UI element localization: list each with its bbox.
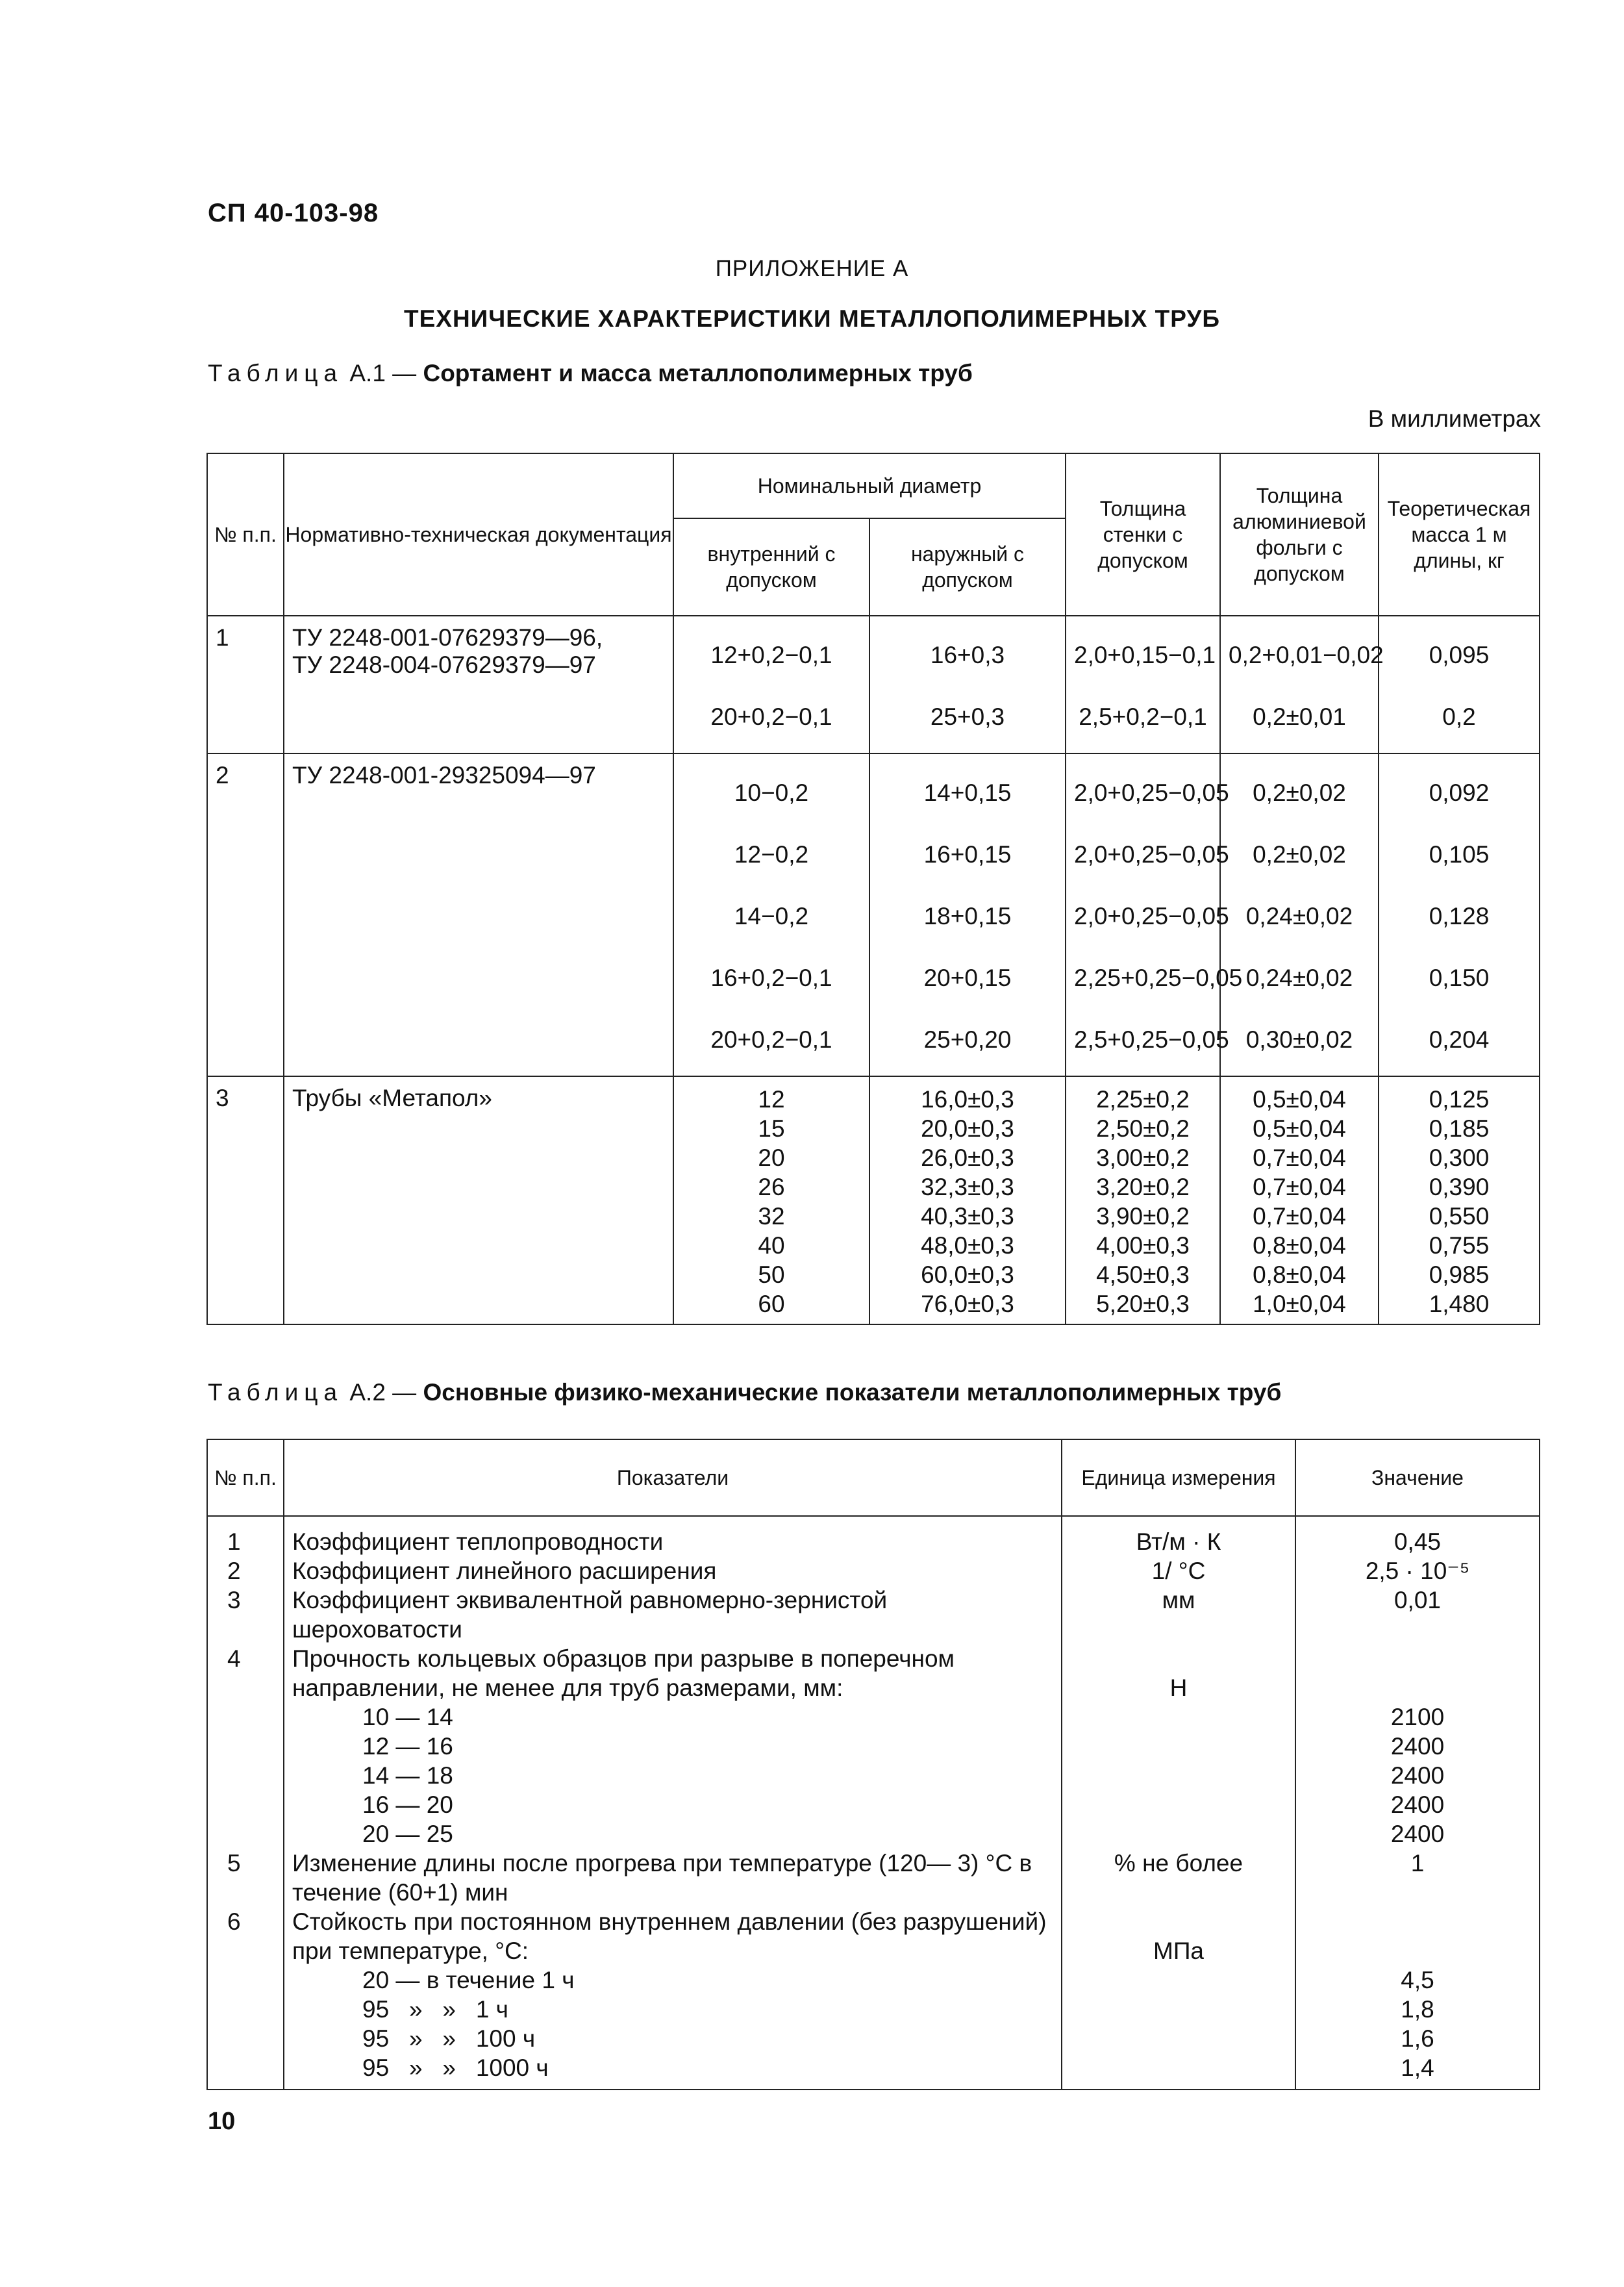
cell-wall: 2,0+0,25−0,05 xyxy=(1074,779,1229,806)
cell-wall: 2,5+0,25−0,05 xyxy=(1074,1026,1229,1053)
doc-line: Трубы «Метапол» xyxy=(292,1085,492,1111)
cell-inner: 50 xyxy=(758,1261,785,1288)
row-docs xyxy=(284,753,673,1076)
col-mass xyxy=(1379,616,1540,753)
cell-wall: 2,0+0,15−0,1 xyxy=(1074,642,1216,668)
col-wall xyxy=(1066,1076,1220,1324)
cell-inner: 40 xyxy=(758,1232,785,1259)
table-a1-caption xyxy=(208,360,973,387)
sub-label: 95 » » 1 ч xyxy=(362,1996,508,2023)
sub-label: 14 — 18 xyxy=(362,1762,453,1789)
header-docs: Нормативно-техническая документация xyxy=(284,453,673,616)
cell-mass: 0,2 xyxy=(1442,703,1476,730)
cell-foil: 0,7±0,04 xyxy=(1253,1174,1346,1200)
table-row xyxy=(207,753,1540,1076)
cell-mass: 0,185 xyxy=(1429,1115,1490,1142)
header-wall: Толщина стенки с допуском xyxy=(1066,453,1220,616)
cell-outer: 25+0,3 xyxy=(930,703,1005,730)
cell-wall: 2,0+0,25−0,05 xyxy=(1074,903,1229,929)
cell-wall: 2,25±0,2 xyxy=(1096,1086,1190,1113)
row-num: 6 xyxy=(227,1908,241,1935)
cell-foil: 0,2±0,01 xyxy=(1253,703,1346,730)
cell-outer: 20+0,15 xyxy=(923,965,1012,991)
cell-mass: 0,150 xyxy=(1429,965,1490,991)
table-row xyxy=(207,1076,1540,1324)
cell-wall: 3,90±0,2 xyxy=(1096,1203,1190,1230)
cell-foil: 0,5±0,04 xyxy=(1253,1115,1346,1142)
col-inner xyxy=(673,753,869,1076)
sub-value: 1,6 xyxy=(1401,2025,1434,2052)
caption-title: Сортамент и масса металлополимерных труб xyxy=(423,360,973,386)
cell-outer: 25+0,20 xyxy=(923,1026,1012,1053)
cell-inner: 20+0,2−0,1 xyxy=(710,1026,832,1053)
row-value: 1 xyxy=(1410,1850,1425,1876)
cell-wall: 2,25+0,25−0,05 xyxy=(1074,965,1243,991)
cell-inner: 60 xyxy=(758,1291,785,1317)
header-foil: Толщина алюминиевой фольги с допуском xyxy=(1220,453,1379,616)
col-mass xyxy=(1379,1076,1540,1324)
cell-mass: 0,204 xyxy=(1429,1026,1490,1053)
sub-value: 2100 xyxy=(1390,1704,1445,1730)
cell-inner: 12+0,2−0,1 xyxy=(710,642,832,668)
table-a1 xyxy=(206,453,1540,1325)
cell-outer: 20,0±0,3 xyxy=(921,1115,1014,1142)
appendix-label: ПРИЛОЖЕНИЕ А xyxy=(715,256,909,281)
cell-mass: 0,128 xyxy=(1429,903,1490,929)
cell-outer: 18+0,15 xyxy=(923,903,1012,929)
row-value: 0,01 xyxy=(1393,1587,1441,1613)
row-num: 1 xyxy=(227,1528,241,1555)
sub-value: 1,4 xyxy=(1401,2054,1434,2081)
row-docs xyxy=(284,616,673,753)
row-value xyxy=(1304,1907,1531,1965)
header-nominal-diameter: Номинальный диаметр xyxy=(673,453,1066,518)
cell-outer: 60,0±0,3 xyxy=(921,1261,1014,1288)
sub-value: 2400 xyxy=(1390,1762,1445,1789)
row-num: 1 xyxy=(207,616,284,753)
row-value: 2,5 · 10⁻⁵ xyxy=(1365,1558,1470,1584)
row-indicator: Изменение длины после прогрева при температуре (120— 3) °С в течение (60+1) мин xyxy=(292,1850,1032,1906)
header-unit: Единица измерения xyxy=(1062,1439,1295,1516)
cell-outer: 16+0,15 xyxy=(923,841,1012,868)
cell-inner: 20 xyxy=(758,1144,785,1171)
cell-inner: 32 xyxy=(758,1203,785,1230)
cell-wall: 4,50±0,3 xyxy=(1096,1261,1190,1288)
sub-label: 10 — 14 xyxy=(362,1704,453,1730)
sub-value: 1,8 xyxy=(1401,1996,1434,2023)
row-indicator: Прочность кольцевых образцов при разрыве в поперечном направлении, не менее для труб размерами, мм: xyxy=(292,1645,955,1701)
caption-title: Основные физико-механические показатели металлополимерных труб xyxy=(423,1379,1282,1406)
header-inner: внутренний с допуском xyxy=(673,518,869,616)
header-outer: наружный с допуском xyxy=(869,518,1066,616)
cell-inner: 15 xyxy=(758,1115,785,1142)
cell-mass: 0,755 xyxy=(1429,1232,1490,1259)
cell-outer: 48,0±0,3 xyxy=(921,1232,1014,1259)
row-unit: Вт/м · К xyxy=(1136,1528,1221,1555)
cell-mass: 0,095 xyxy=(1429,642,1490,668)
sub-label: 12 — 16 xyxy=(362,1733,453,1760)
sub-value: 2400 xyxy=(1390,1733,1445,1760)
cell-foil: 1,0±0,04 xyxy=(1253,1291,1346,1317)
cell-inner: 26 xyxy=(758,1174,785,1200)
row-indicator: Коэффициент эквивалентной равномерно-зернистой шероховатости xyxy=(292,1587,888,1643)
cell-foil: 0,24±0,02 xyxy=(1245,903,1353,929)
header-indicator: Показатели xyxy=(284,1439,1062,1516)
cell-outer: 26,0±0,3 xyxy=(921,1144,1014,1171)
row-num: 4 xyxy=(227,1645,241,1672)
doc-line: ТУ 2248-001-07629379—96, xyxy=(292,624,603,651)
document-code: СП 40-103-98 xyxy=(208,199,379,227)
table-a2 xyxy=(206,1439,1540,2090)
appendix-title: ТЕХНИЧЕСКИЕ ХАРАКТЕРИСТИКИ МЕТАЛЛОПОЛИМЕРНЫХ ТРУБ xyxy=(404,305,1220,332)
cell-mass: 1,480 xyxy=(1429,1291,1490,1317)
sub-label: 20 — 25 xyxy=(362,1821,453,1847)
cell-outer: 40,3±0,3 xyxy=(921,1203,1014,1230)
row-indicator: Стойкость при постоянном внутреннем давлении (без разрушений) при температуре, °С: xyxy=(292,1908,1047,1964)
row-indicator: Коэффициент теплопроводности xyxy=(292,1528,664,1555)
row-value: 0,45 xyxy=(1393,1528,1441,1555)
col-outer xyxy=(869,616,1066,753)
col-unit xyxy=(1062,1516,1295,2090)
col-inner xyxy=(673,616,869,753)
col-mass xyxy=(1379,753,1540,1076)
col-foil xyxy=(1220,1076,1379,1324)
cell-wall: 4,00±0,3 xyxy=(1096,1232,1190,1259)
table-a2-body xyxy=(207,1516,1540,2090)
cell-inner: 12 xyxy=(758,1086,785,1113)
cell-inner: 10−0,2 xyxy=(734,779,809,806)
table-row xyxy=(207,616,1540,753)
cell-mass: 0,550 xyxy=(1429,1203,1490,1230)
cell-outer: 16+0,3 xyxy=(930,642,1005,668)
col-value xyxy=(1295,1516,1540,2090)
header-mass: Теоретическая масса 1 м длины, кг xyxy=(1379,453,1540,616)
doc-line: ТУ 2248-004-07629379—97 xyxy=(292,651,596,678)
cell-foil: 0,30±0,02 xyxy=(1245,1026,1353,1053)
cell-wall: 2,5+0,2−0,1 xyxy=(1079,703,1207,730)
cell-inner: 12−0,2 xyxy=(734,841,809,868)
row-docs xyxy=(284,1076,673,1324)
sub-label: 95 » » 100 ч xyxy=(362,2025,536,2052)
cell-wall: 5,20±0,3 xyxy=(1096,1291,1190,1317)
cell-mass: 0,092 xyxy=(1429,779,1490,806)
cell-mass: 0,390 xyxy=(1429,1174,1490,1200)
header-value: Значение xyxy=(1295,1439,1540,1516)
table-row xyxy=(207,1516,1540,2090)
col-wall xyxy=(1066,753,1243,1076)
caption-prefix: Таблица xyxy=(208,360,344,386)
sub-label: 20 — в течение 1 ч xyxy=(362,1967,575,1993)
cell-outer: 32,3±0,3 xyxy=(921,1174,1014,1200)
sub-value: 2400 xyxy=(1390,1821,1445,1847)
row-unit: 1/ °С xyxy=(1151,1558,1206,1584)
cell-foil: 0,8±0,04 xyxy=(1253,1232,1346,1259)
page-number: 10 xyxy=(208,2108,236,2135)
row-num: 5 xyxy=(227,1850,241,1876)
units-note: В миллиметрах xyxy=(1368,405,1541,432)
col-inner xyxy=(673,1076,869,1324)
cell-foil: 0,7±0,04 xyxy=(1253,1203,1346,1230)
cell-foil: 0,7±0,04 xyxy=(1253,1144,1346,1171)
sub-value: 4,5 xyxy=(1401,1967,1434,1993)
cell-foil: 0,2+0,01−0,02 xyxy=(1229,642,1384,668)
cell-foil: 0,5±0,04 xyxy=(1253,1086,1346,1113)
cell-wall: 3,00±0,2 xyxy=(1096,1144,1190,1171)
row-unit: % не более xyxy=(1114,1850,1243,1876)
col-foil xyxy=(1220,616,1384,753)
table-a1-body xyxy=(207,616,1540,1324)
caption-number: А.1 — xyxy=(349,360,417,386)
row-value xyxy=(1304,1644,1531,1702)
row-num: 3 xyxy=(227,1587,241,1613)
col-foil xyxy=(1220,753,1379,1076)
cell-inner: 16+0,2−0,1 xyxy=(710,965,832,991)
caption-prefix: Таблица xyxy=(208,1379,344,1406)
row-num: 3 xyxy=(207,1076,284,1324)
cell-wall: 2,0+0,25−0,05 xyxy=(1074,841,1229,868)
cell-mass: 0,125 xyxy=(1429,1086,1490,1113)
cell-inner: 20+0,2−0,1 xyxy=(710,703,832,730)
cell-mass: 0,105 xyxy=(1429,841,1490,868)
col-outer xyxy=(869,753,1066,1076)
row-indicator: Коэффициент линейного расширения xyxy=(292,1558,717,1584)
col-wall xyxy=(1066,616,1220,753)
doc-line: ТУ 2248-001-29325094—97 xyxy=(292,762,596,789)
sub-label: 16 — 20 xyxy=(362,1791,453,1818)
header-num: № п.п. xyxy=(207,453,284,616)
row-num: 2 xyxy=(227,1558,241,1584)
cell-mass: 0,985 xyxy=(1429,1261,1490,1288)
cell-wall: 3,20±0,2 xyxy=(1096,1174,1190,1200)
table-a2-caption xyxy=(208,1379,1281,1406)
cell-outer: 14+0,15 xyxy=(923,779,1012,806)
row-num: 2 xyxy=(207,753,284,1076)
cell-mass: 0,300 xyxy=(1429,1144,1490,1171)
row-unit: МПа xyxy=(1153,1938,1204,1964)
cell-foil: 0,2±0,02 xyxy=(1253,841,1346,868)
cell-foil: 0,2±0,02 xyxy=(1253,779,1346,806)
cell-outer: 16,0±0,3 xyxy=(921,1086,1014,1113)
sub-label: 95 » » 1000 ч xyxy=(362,2054,549,2081)
cell-inner: 14−0,2 xyxy=(734,903,809,929)
cell-foil: 0,24±0,02 xyxy=(1245,965,1353,991)
header-num: № п.п. xyxy=(207,1439,284,1516)
col-num xyxy=(207,1516,284,2090)
col-outer xyxy=(869,1076,1066,1324)
cell-foil: 0,8±0,04 xyxy=(1253,1261,1346,1288)
cell-wall: 2,50±0,2 xyxy=(1096,1115,1190,1142)
col-indicator xyxy=(284,1516,1062,2090)
caption-number: А.2 — xyxy=(349,1379,417,1406)
sub-value: 2400 xyxy=(1390,1791,1445,1818)
row-unit: Н xyxy=(1169,1674,1188,1701)
cell-outer: 76,0±0,3 xyxy=(921,1291,1014,1317)
row-unit: мм xyxy=(1162,1587,1195,1613)
